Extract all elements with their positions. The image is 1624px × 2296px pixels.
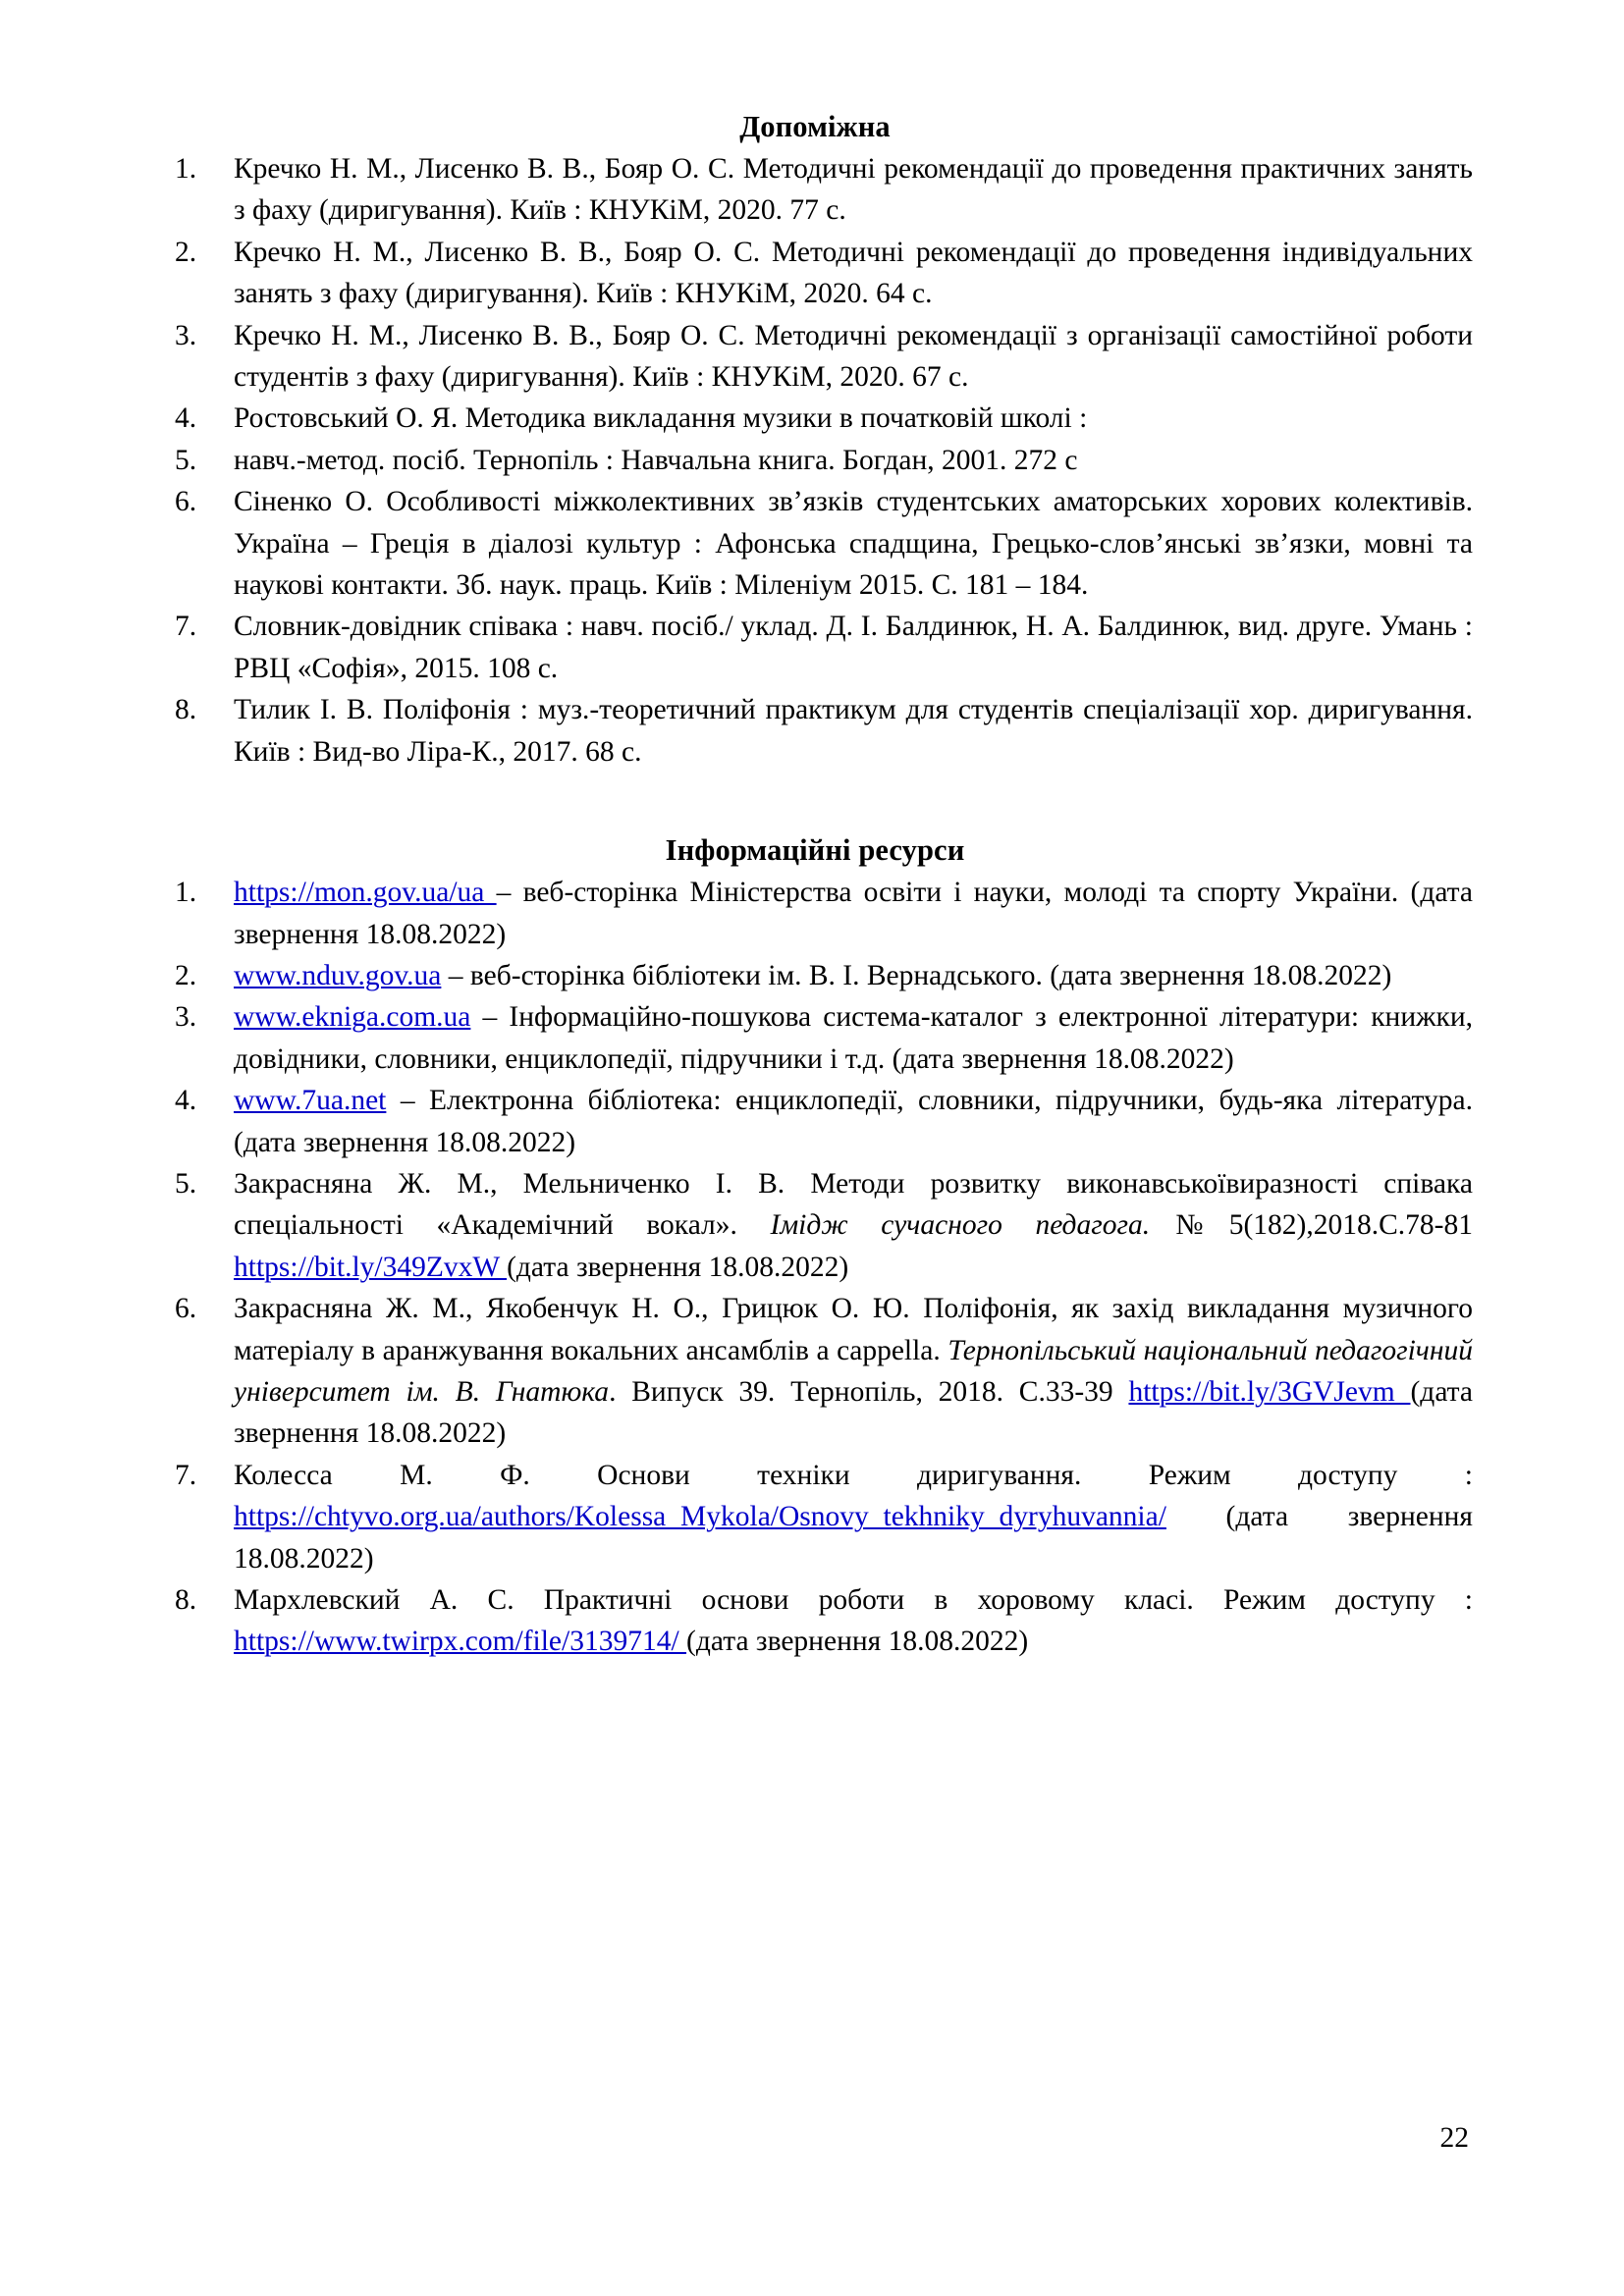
reference-link[interactable]: www.7ua.net <box>234 1085 387 1117</box>
reference-text: Кречко Н. М., Лисенко В. В., Бояр О. С. Методичні рекомендації з організації самостійної роботи студентів з фаху (диригування). Київ : КНУКіМ, 2020. 67 с. <box>234 319 1473 394</box>
reference-item <box>157 955 1473 996</box>
section-heading-informatsiini-resursy: Інформаційні ресурси <box>665 833 965 868</box>
reference-text: Кречко Н. М., Лисенко В. В., Бояр О. С. Методичні рекомендації до проведення індивідуальних занять з фаху (диригування). Київ : КНУКіМ, 2020. 64 с. <box>234 236 1473 310</box>
reference-item <box>157 148 1473 232</box>
reference-text: Словник-довідник співака : навч. посіб./ уклад. Д. І. Балдинюк, Н. А. Балдинюк, вид. друге. Умань : РВЦ «Софія», 2015. 108 с. <box>234 611 1473 684</box>
reference-list-dopomizhna <box>157 148 1473 773</box>
reference-link[interactable]: https://www.twirpx.com/file/3139714/ <box>234 1626 687 1658</box>
reference-link[interactable]: https://bit.ly/3GVJevm <box>1128 1375 1411 1408</box>
reference-text: . Випуск 39. Тернопіль, 2018. С.33-39 <box>609 1375 1129 1408</box>
reference-item <box>157 232 1473 315</box>
reference-source-title: Тернопільський національний педагогічний університет ім. В. Гнатюка <box>234 1334 1474 1408</box>
reference-source-title: Імідж сучасного педагога. <box>770 1209 1151 1242</box>
reference-item <box>157 1455 1473 1579</box>
section-dopomizhna <box>157 106 1473 773</box>
reference-link[interactable]: https://chtyvo.org.ua/authors/Kolessa_Mykola/Osnovy_tekhniky_dyryhuvannia/ <box>234 1501 1166 1533</box>
page-number: 22 <box>1439 2122 1469 2154</box>
reference-item <box>157 689 1473 773</box>
reference-text: – Інформаційно-пошукова система-каталог з електронної літератури: книжки, довідники, словники, енциклопедії, підручники і т.д. (дата звернення 18.08.2022) <box>234 1001 1473 1075</box>
reference-item <box>157 996 1473 1080</box>
reference-link[interactable]: www.ekniga.com.ua <box>234 1001 471 1034</box>
reference-text: Кречко Н. М., Лисенко В. В., Бояр О. С. Методичні рекомендації до проведення практичних занять з фаху (диригування). Київ : КНУКіМ, 2020. 77 с. <box>234 153 1473 227</box>
reference-item <box>157 1579 1473 1663</box>
reference-text: – веб-сторінка бібліотеки ім. В. І. Вернадського. (дата звернення 18.08.2022) <box>441 959 1392 991</box>
reference-text: – Електронна бібліотека: енциклопедії, словники, підручники, будь-яка література. (дата звернення 18.08.2022) <box>234 1085 1473 1158</box>
reference-text: (дата звернення 18.08.2022) <box>507 1251 849 1283</box>
reference-link[interactable]: https://bit.ly/349ZvxW <box>234 1251 508 1283</box>
section-spacer <box>157 773 1473 829</box>
reference-text: (дата звернення 18.08.2022) <box>234 1501 1473 1575</box>
section-heading-dopomizhna: Допоміжна <box>739 110 891 143</box>
reference-text: Колесса М. Ф. Основи техніки диригування. Режим доступу : <box>234 1459 1473 1491</box>
reference-text: (дата звернення 18.08.2022) <box>686 1626 1029 1658</box>
reference-text: Закрасняна Ж. М., Якобенчук Н. О., Грицюк О. Ю. Поліфонія, як захід викладання музичного матеріалу в аранжування вокальних ансамблів а cappella. <box>234 1293 1473 1366</box>
reference-text: – веб-сторінка Міністерства освіти і науки, молоді та спорту України. (дата звернення 18.08.2022) <box>234 877 1474 950</box>
reference-text: (дата звернення 18.08.2022) <box>234 1375 1473 1450</box>
reference-text: Мархлевский А. С. Практичні основи роботи в хоровому класі. Режим доступу : <box>234 1584 1473 1616</box>
reference-link[interactable]: https://mon.gov.ua/ua <box>234 877 497 909</box>
reference-item <box>157 872 1473 955</box>
reference-item <box>157 315 1473 399</box>
reference-text: Сіненко О. Особливості міжколективних зв’язків студентських аматорських хорових колективів. Україна – Греція в діалозі культур : Афонська спадщина, Грецько-слов’янські зв’язки, мовні та наукові контакти. Зб. наук. праць. Київ : Міленіум 2015. С. 181 – 184. <box>234 486 1473 602</box>
reference-item <box>157 1163 1473 1288</box>
reference-text: Ростовський О. Я. Методика викладання музики в початковій школі : <box>234 402 1088 435</box>
reference-item <box>157 1080 1473 1163</box>
page-content <box>157 106 1473 1663</box>
reference-item <box>157 398 1473 439</box>
reference-link[interactable]: www.nduv.gov.ua <box>234 959 442 991</box>
reference-text: Закрасняна Ж. М., Мельниченко І. В. Методи розвитку виконавськоївиразності співака спеціальності «Академічний вокал». <box>234 1167 1473 1242</box>
section-informatsiini-resursy <box>157 829 1473 1663</box>
reference-item <box>157 1288 1473 1455</box>
reference-text: №5(182),2018.С.78-81 <box>1150 1209 1474 1242</box>
reference-text: Тилик І. В. Поліфонія : муз.-теоретичний практикум для студентів спеціалізації хор. диригування. Київ : Вид-во Ліра-К., 2017. 68 с. <box>234 694 1473 768</box>
reference-item <box>157 440 1473 481</box>
reference-list-informatsiini-resursy <box>157 872 1473 1663</box>
reference-item <box>157 481 1473 606</box>
reference-item <box>157 606 1473 689</box>
reference-text: навч.-метод. посіб. Тернопіль : Навчальна книга. Богдан, 2001. 272 с <box>234 444 1078 476</box>
